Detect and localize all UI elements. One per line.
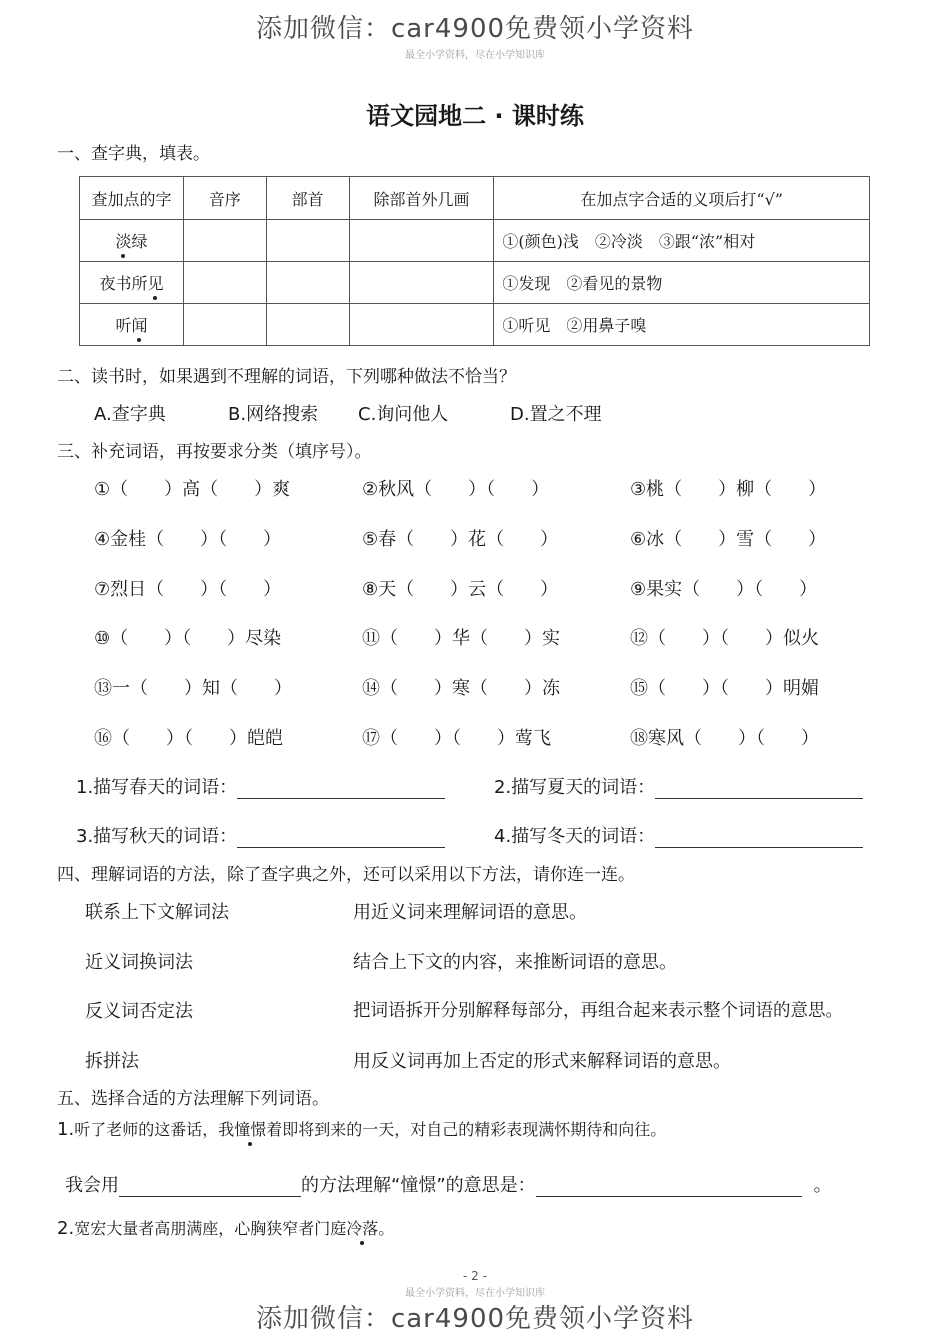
answer-cell-yinxu[interactable] [183,304,266,346]
idiom-item[interactable]: ⑫（ ）（ ）似火 [630,628,819,649]
word-cell: 听闻 [80,304,184,346]
table-row [80,220,870,262]
idiom-item[interactable]: ⑤春（ ）花（ ） [362,529,559,550]
dotted-word: 憧憬 [234,1117,266,1140]
answer-cell-yinxu[interactable] [183,220,266,262]
method-left[interactable]: 拆拼法 [85,1051,139,1072]
idiom-item[interactable]: ⑦烈日（ ）（ ） [94,579,282,600]
meaning-options[interactable]: ①发现 ②看见的景物 [494,262,870,304]
table-row [80,262,870,304]
classify-autumn: 3.描写秋天的词语： [76,822,445,848]
meaning-blank[interactable] [536,1176,802,1197]
classify-spring: 1.描写春天的词语： [76,773,445,799]
idiom-item[interactable]: ⑬一（ ）知（ ） [94,678,292,699]
method-right[interactable]: 用近义词来理解词语的意思。 [353,902,587,923]
fill-line: 我会用 的方法理解“憧憬”的意思是： 。 [65,1175,832,1196]
idiom-item[interactable]: ⑭（ ）寒（ ）冻 [362,678,560,699]
classify-summer: 2.描写夏天的词语： [494,773,863,799]
dictionary-table [79,176,870,346]
method-right[interactable]: 结合上下文的内容，来推断词语的意思。 [353,952,677,973]
table-header: 除部首外几画 [349,177,494,220]
answer-cell-bushou[interactable] [266,262,349,304]
section2-heading: 二、读书时，如果遇到不理解的词语，下列哪种做法不恰当？ [57,367,516,387]
table-row [80,304,870,346]
table-header-row [80,177,870,220]
question-2: 2.宽宏大量者高朋满座，心胸狭窄者门庭冷落。 [57,1218,395,1239]
section5-heading: 五、选择合适的方法理解下列词语。 [57,1089,329,1109]
answer-cell-bushou[interactable] [266,304,349,346]
meaning-options[interactable]: ①(颜色)浅 ②冷淡 ③跟“浓”相对 [494,220,870,262]
idiom-item[interactable]: ⑮（ ）（ ）明媚 [630,678,819,699]
table-header: 在加点字合适的义项后打“√” [494,177,870,220]
idiom-item[interactable]: ①（ ）高（ ）爽 [94,479,291,500]
header-faint-text: 最全小学资料，尽在小学知识库 [405,50,545,61]
word-cell: 夜书所见 [80,262,184,304]
idiom-item[interactable]: ⑯（ ）（ ）皑皑 [94,728,283,749]
section3-heading: 三、补充词语，再按要求分类（填序号）。 [57,442,372,462]
watermark-bottom: 添加微信：car4900免费领小学资料 [255,1304,695,1334]
answer-cell-yinxu[interactable] [183,262,266,304]
dotted-char: 闻 [131,313,147,336]
dotted-word: 冷落 [346,1216,378,1239]
word-cell: 淡绿 [80,220,184,262]
idiom-item[interactable]: ⑪（ ）华（ ）实 [362,628,560,649]
table-header: 音序 [183,177,266,220]
idiom-item[interactable]: ⑧天（ ）云（ ） [362,579,559,600]
answer-cell-strokes[interactable] [349,304,494,346]
idiom-item[interactable]: ④金桂（ ）（ ） [94,529,282,550]
classify-winter: 4.描写冬天的词语： [494,822,863,848]
answer-blank[interactable] [237,778,445,799]
idiom-item[interactable]: ③桃（ ）柳（ ） [630,479,827,500]
choice-b[interactable]: B.网络搜索 [228,404,319,425]
page-number: - 2 - [463,1269,487,1283]
method-right[interactable]: 把词语拆开分别解释每部分，再组合起来表示整个词语的意思。 [353,1001,843,1021]
idiom-item[interactable]: ②秋风（ ）（ ） [362,479,550,500]
answer-cell-strokes[interactable] [349,220,494,262]
answer-cell-bushou[interactable] [266,220,349,262]
choice-d[interactable]: D.置之不理 [510,404,602,425]
answer-blank[interactable] [655,827,863,848]
choice-c[interactable]: C.询问他人 [358,404,449,425]
table-header: 部首 [266,177,349,220]
meaning-options[interactable]: ①听见 ②用鼻子嗅 [494,304,870,346]
choice-a[interactable]: A.查字典 [94,404,166,425]
idiom-item[interactable]: ⑨果实（ ）（ ） [630,579,818,600]
method-left[interactable]: 反义词否定法 [85,1001,193,1022]
table-header: 查加点的字 [80,177,184,220]
answer-cell-strokes[interactable] [349,262,494,304]
idiom-item[interactable]: ⑰（ ）（ ）莺飞 [362,728,551,749]
footer-faint-text: 最全小学资料，尽在小学知识库 [405,1288,545,1299]
method-right[interactable]: 用反义词再加上否定的形式来解释词语的意思。 [353,1051,731,1072]
idiom-item[interactable]: ⑥冰（ ）雪（ ） [630,529,827,550]
page-title: 语文园地二 · 课时练 [366,102,584,130]
watermark-top: 添加微信：car4900免费领小学资料 [255,14,695,44]
method-blank[interactable] [119,1176,301,1197]
answer-blank[interactable] [237,827,445,848]
answer-blank[interactable] [655,778,863,799]
idiom-item[interactable]: ⑱寒风（ ）（ ） [630,728,819,749]
method-left[interactable]: 联系上下文解词法 [85,902,229,923]
dotted-char: 淡 [115,229,131,252]
dotted-char: 见 [147,271,163,294]
question-1: 1.听了老师的这番话，我憧憬着即将到来的一天，对自己的精彩表现满怀期待和向往。 [57,1119,667,1140]
idiom-item[interactable]: ⑩（ ）（ ）尽染 [94,628,282,649]
section4-heading: 四、理解词语的方法，除了查字典之外，还可以采用以下方法，请你连一连。 [57,865,635,885]
section1-heading: 一、查字典，填表。 [57,144,210,164]
method-left[interactable]: 近义词换词法 [85,952,193,973]
